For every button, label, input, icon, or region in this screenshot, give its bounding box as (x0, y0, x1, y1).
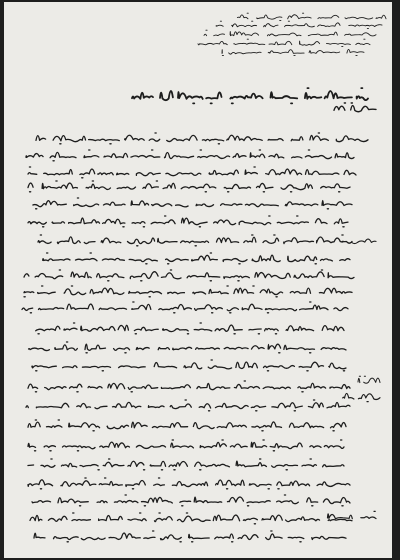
manuscript-scan (4, 2, 392, 558)
manuscript-page (4, 2, 392, 558)
paper (4, 2, 392, 558)
